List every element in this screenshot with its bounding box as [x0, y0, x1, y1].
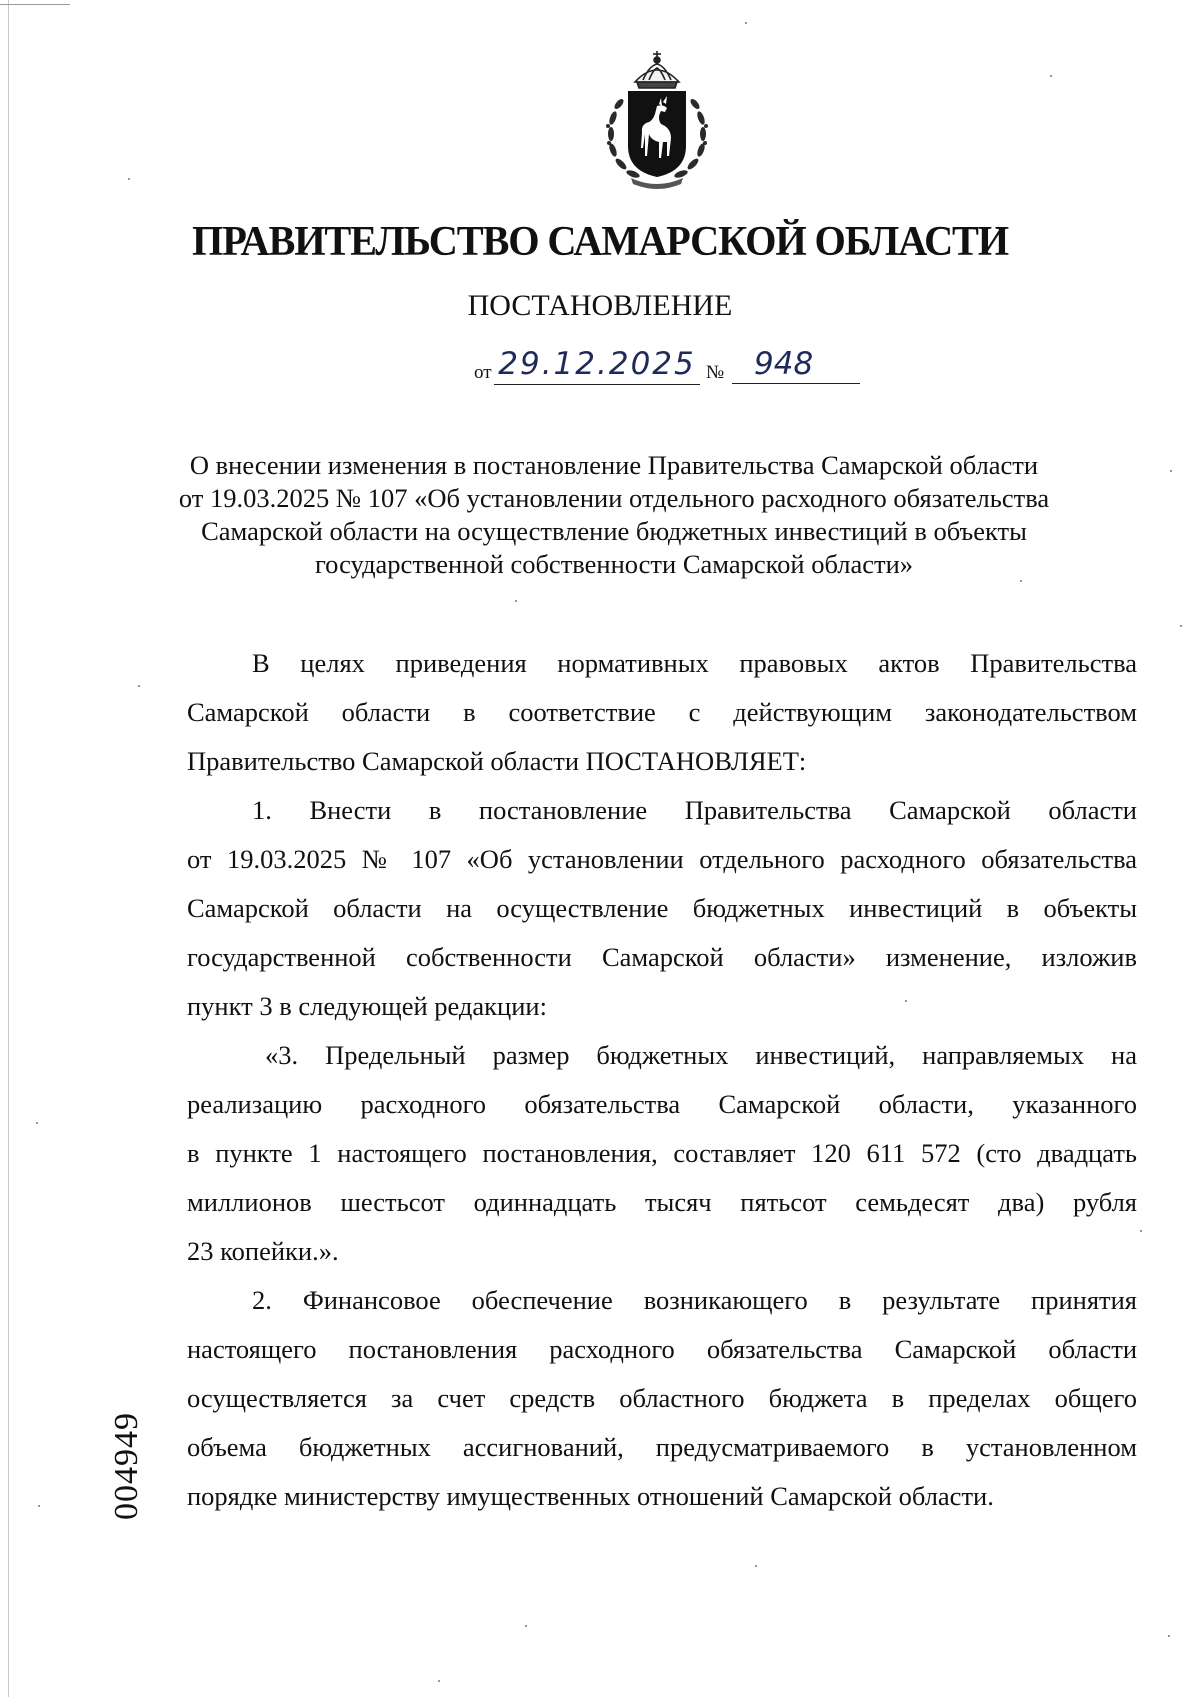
scan-speck — [36, 1122, 38, 1124]
date-number-line — [474, 346, 864, 392]
scan-speck — [905, 1000, 907, 1002]
item2-line: порядке министерству имущественных отношений Самарской области. — [187, 1481, 994, 1511]
document-subject — [150, 449, 1078, 581]
item1-line: Самарской области на осуществление бюджетных инвестиций в объекты — [187, 893, 1137, 923]
number-prefix: № — [706, 362, 725, 383]
organization-title: ПРАВИТЕЛЬСТВО САМАРСКОЙ ОБЛАСТИ — [191, 219, 1009, 265]
scan-speck — [128, 178, 130, 180]
scan-speck — [745, 22, 747, 24]
handwritten-number: 948 — [732, 346, 860, 384]
item1-line: 1. Внести в постановление Правительства Самарской области — [252, 795, 1137, 825]
quote-line: 23 копейки.». — [187, 1236, 339, 1266]
scan-speck — [38, 1505, 40, 1507]
scan-speck — [1180, 625, 1182, 627]
scan-speck — [438, 1680, 440, 1682]
subject-line: от 19.03.2025 № 107 «Об установлении отдельного расходного обязательства — [178, 483, 1050, 513]
scan-speck — [1140, 1230, 1142, 1232]
subject-line: О внесении изменения в постановление Правительства Самарской области — [189, 450, 1039, 480]
quote-line: в пункте 1 настоящего постановления, составляет 120 611 572 (сто двадцать — [187, 1138, 1137, 1168]
item2-line: объема бюджетных ассигнований, предусматриваемого в установленном — [187, 1432, 1137, 1462]
preamble-line: В целях приведения нормативных правовых актов Правительства — [252, 648, 1137, 678]
scan-speck — [1050, 75, 1052, 77]
item2-line: настоящего постановления расходного обязательства Самарской области — [187, 1334, 1137, 1364]
handwritten-date: 29.12.2025 — [494, 346, 700, 385]
preamble-line: Правительство Самарской области ПОСТАНОВЛЯЕТ: — [187, 746, 807, 776]
scan-speck — [515, 600, 517, 602]
scan-speck — [755, 1565, 757, 1567]
item2-line: осуществляется за счет средств областного бюджета в пределах общего — [187, 1383, 1137, 1413]
item2-line: 2. Финансовое обеспечение возникающего в результате принятия — [252, 1285, 1137, 1315]
item1-line: пункт 3 в следующей редакции: — [187, 991, 547, 1021]
date-prefix: от — [474, 362, 492, 383]
side-serial-number: 004949 — [108, 1412, 145, 1520]
subject-line: государственной собственности Самарской области» — [314, 549, 914, 579]
scan-speck — [1168, 1635, 1170, 1637]
subject-line: Самарской области на осуществление бюджетных инвестиций в объекты — [201, 516, 1027, 546]
item1-line: от 19.03.2025 № 107 «Об установлении отдельного расходного обязательства — [187, 844, 1137, 874]
item1-line: государственной собственности Самарской области» изменение, изложив — [187, 942, 1137, 972]
page-edge — [8, 0, 9, 1697]
scan-speck — [525, 1625, 527, 1627]
quote-line: «3. Предельный размер бюджетных инвестиций, направляемых на — [265, 1040, 1137, 1070]
scan-speck — [138, 685, 140, 687]
samara-coat-of-arms-icon — [597, 48, 717, 190]
page-edge-top — [0, 4, 70, 5]
quote-line: миллионов шестьсот одиннадцать тысяч пятьсот семьдесят два) рубля — [187, 1187, 1137, 1217]
scan-speck — [1020, 580, 1022, 582]
document-type: ПОСТАНОВЛЕНИЕ — [467, 289, 733, 322]
quote-line: реализацию расходного обязательства Самарской области, указанного — [187, 1089, 1137, 1119]
preamble-line: Самарской области в соответствие с действующим законодательством — [187, 697, 1137, 727]
scan-speck — [1170, 470, 1172, 472]
